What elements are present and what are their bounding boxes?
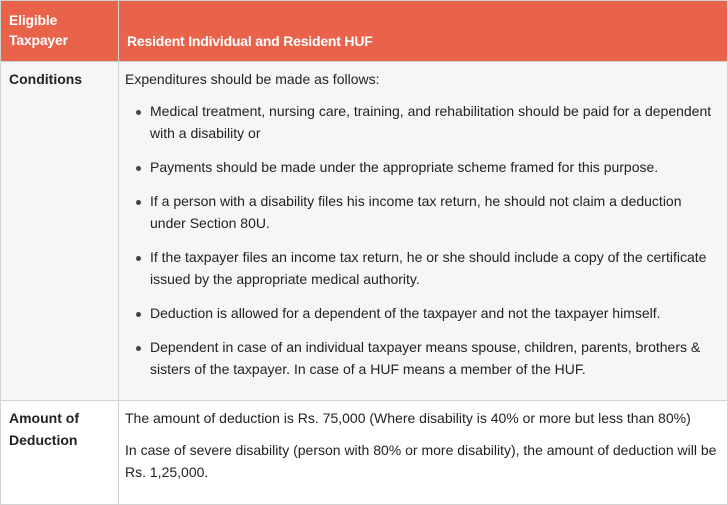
amount-label-line2: Deduction (9, 432, 78, 448)
amount-paragraph: In case of severe disability (person with 80% or more disability), the amount of deduction will be Rs. 1,25,000. (125, 442, 717, 480)
list-item: If a person with a disability files his income tax return, he should not claim a deduction under Section 80U. (150, 190, 719, 234)
table-header-row (1, 1, 728, 62)
header-eligible-taxpayer (1, 1, 119, 62)
amount-label-line1: Amount of (9, 410, 79, 426)
header-eligible-line1: Eligible (9, 12, 58, 28)
conditions-content (119, 62, 728, 401)
conditions-intro: Expenditures should be made as follows: (125, 71, 380, 87)
conditions-label: Conditions (1, 62, 119, 401)
amount-content (119, 401, 728, 505)
list-item: Medical treatment, nursing care, training, and rehabilitation should be paid for a dependent with a disability or (150, 100, 719, 144)
amount-label (1, 401, 119, 505)
table-row-amount (1, 401, 728, 505)
table-row-conditions (1, 62, 728, 401)
header-resident: Resident Individual and Resident HUF (119, 1, 728, 62)
header-eligible-line2: Taxpayer (9, 32, 68, 48)
amount-paragraph: The amount of deduction is Rs. 75,000 (Where disability is 40% or more but less than 80%) (125, 410, 691, 426)
conditions-list (125, 100, 719, 380)
list-item: Dependent in case of an individual taxpayer means spouse, children, parents, brothers & sisters of the taxpayer. In case of a HUF means a member of the HUF. (150, 336, 719, 380)
list-item: Deduction is allowed for a dependent of the taxpayer and not the taxpayer himself. (150, 302, 719, 324)
list-item: If the taxpayer files an income tax return, he or she should include a copy of the certificate issued by the appropriate medical authority. (150, 246, 719, 290)
list-item: Payments should be made under the appropriate scheme framed for this purpose. (150, 156, 719, 178)
